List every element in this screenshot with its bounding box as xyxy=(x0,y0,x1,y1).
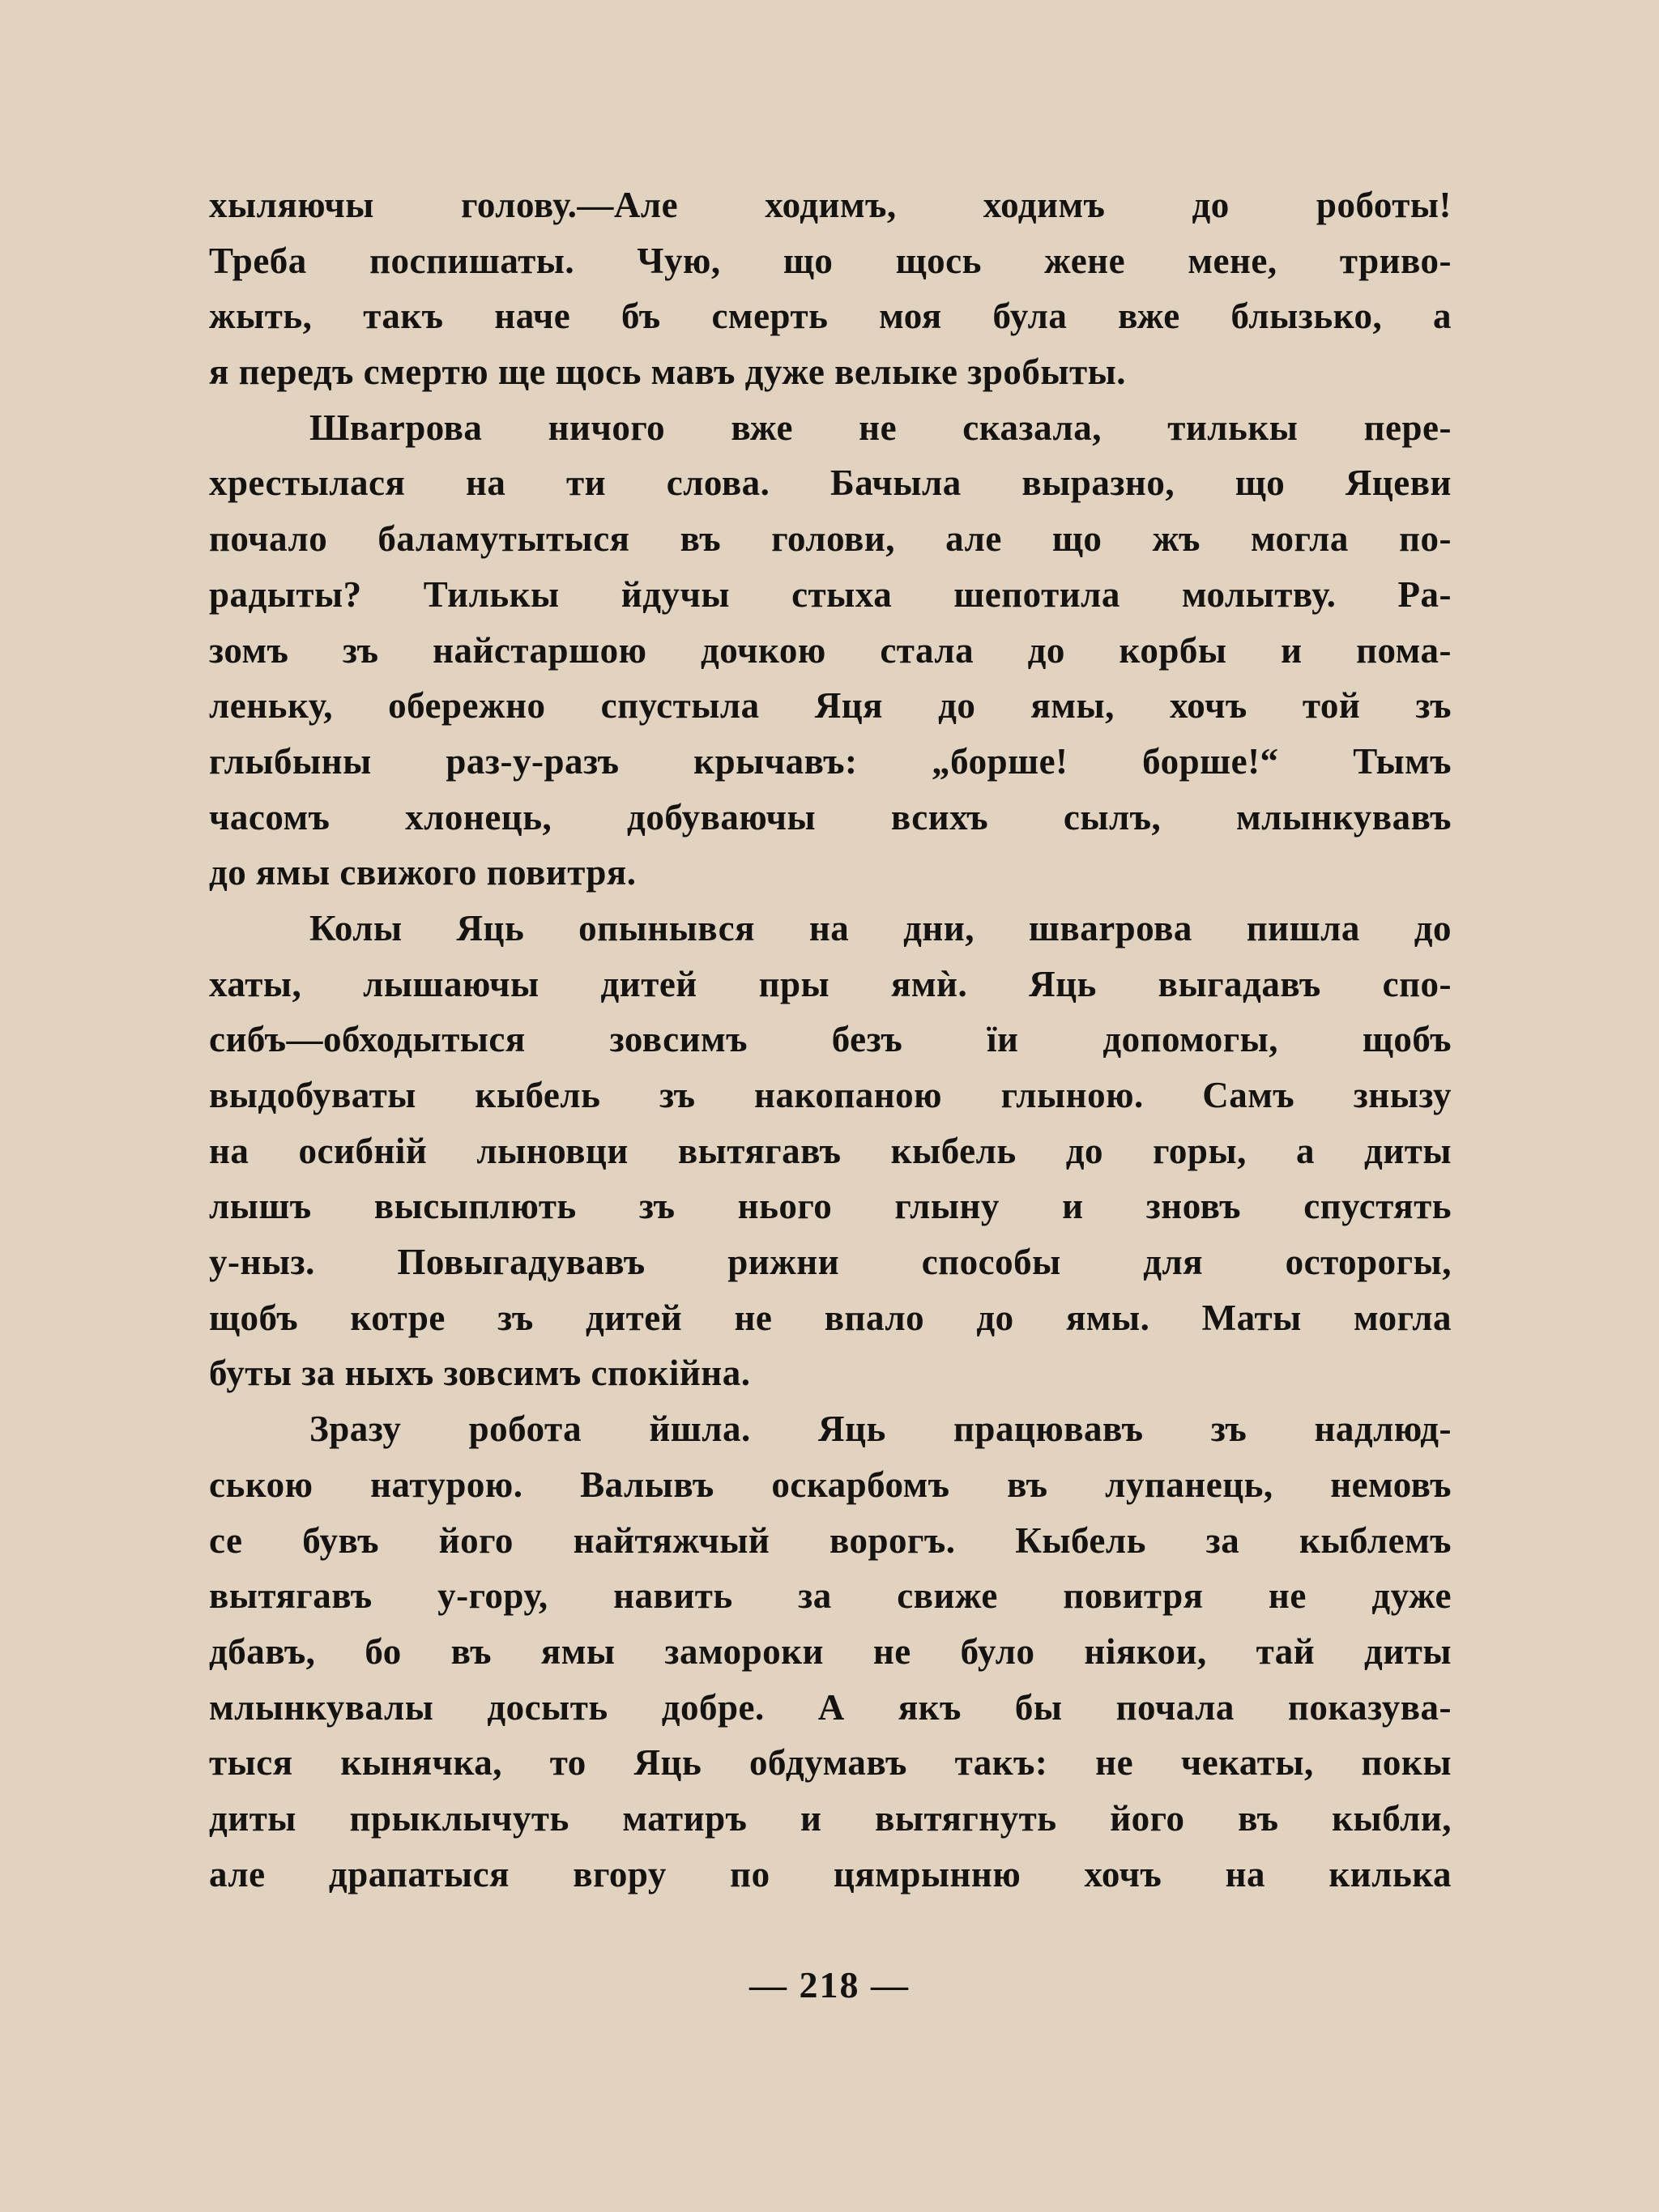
text-line: на осибній лыновци вытягавъ кыбель до горы, а диты xyxy=(209,1130,1452,1171)
text-line: буты за ныхъ зовсимъ спокійна. xyxy=(209,1353,751,1394)
page-number: — 218 — xyxy=(749,1964,910,2005)
text-line: часомъ хлонець, добуваючы всихъ сылъ, млынкувавъ xyxy=(209,796,1452,837)
text-line: лышъ высыплють зъ нього глыну и зновъ спустять xyxy=(209,1186,1452,1227)
text-line: Зразу робота йшла. Яць працювавъ зъ надлюд- xyxy=(309,1409,1452,1450)
text-line: Шваrрова ничого вже не сказала, тилькы пере- xyxy=(309,407,1452,448)
text-line: Треба поспишаты. Чую, що щось жене мене, триво- xyxy=(209,240,1452,281)
text-line: тыся кынячка, то Яць обдумавъ такъ: не чекаты, покы xyxy=(209,1742,1452,1784)
text-line: сибъ—обходытыся зовсимъ безъ ïи допомогы, щобъ xyxy=(209,1019,1452,1060)
text-line: млынкувалы досыть добре. А якъ бы почала показува- xyxy=(209,1686,1452,1728)
text-line: але драпатыся вгору по цямрынню хочъ на килька xyxy=(209,1853,1452,1894)
text-line: глыбыны раз-у-разъ крычавъ: „борше! борше!“ Тымъ xyxy=(209,740,1452,782)
text-line: зомъ зъ найстаршою дочкою стала до корбы и пома- xyxy=(209,629,1452,671)
text-line: щобъ котре зъ дитей не впало до ямы. Маты могла xyxy=(209,1297,1452,1338)
text-line: диты прыклычуть матиръ и вытягнуть його въ кыбли, xyxy=(209,1797,1452,1839)
text-line: выдобуваты кыбель зъ накопаною глыною. Самъ знызу xyxy=(209,1075,1452,1115)
text-line: хаты, лышаючы дитей пры ямѝ. Яць выгадавъ спо- xyxy=(209,963,1452,1004)
text-line: леньку, обережно спустыла Яця до ямы, хочъ той зъ xyxy=(209,685,1452,727)
text-line: вытягавъ у-гору, навить за свиже повитря не дуже xyxy=(209,1575,1452,1617)
body-text xyxy=(209,177,1452,1902)
text-line: хыляючы голову.—Але ходимъ, ходимъ до роботы! xyxy=(209,185,1452,225)
text-line: дбавъ, бо въ ямы замороки не було ніякои, тай диты xyxy=(209,1630,1452,1672)
text-line: у-ныз. Повыгадувавъ рижни способы для осторогы, xyxy=(209,1242,1452,1283)
text-line: радыты? Тилькы йдучы стыха шепотила молытву. Ра- xyxy=(209,573,1452,615)
text-line: се бувъ його найтяжчый ворогъ. Кыбель за кыблемъ xyxy=(209,1519,1452,1561)
text-line: ською натурою. Валывъ оскарбомъ въ лупанець, немовъ xyxy=(209,1464,1452,1505)
text-line: я передъ смертю ще щось мавъ дуже велыке зробыты. xyxy=(209,352,1127,393)
text-line: почало баламутытыся въ голови, але що жъ могла по- xyxy=(209,518,1452,560)
text-line: жыть, такъ наче бъ смерть моя була вже блызько, а xyxy=(209,296,1452,337)
text-line: хрестылася на ти слова. Бачыла выразно, що Яцеви xyxy=(209,462,1452,504)
text-line: Колы Яць опынывся на дни, шваrрова пишла до xyxy=(309,907,1452,948)
text-line: до ямы свижого повитря. xyxy=(209,852,637,893)
